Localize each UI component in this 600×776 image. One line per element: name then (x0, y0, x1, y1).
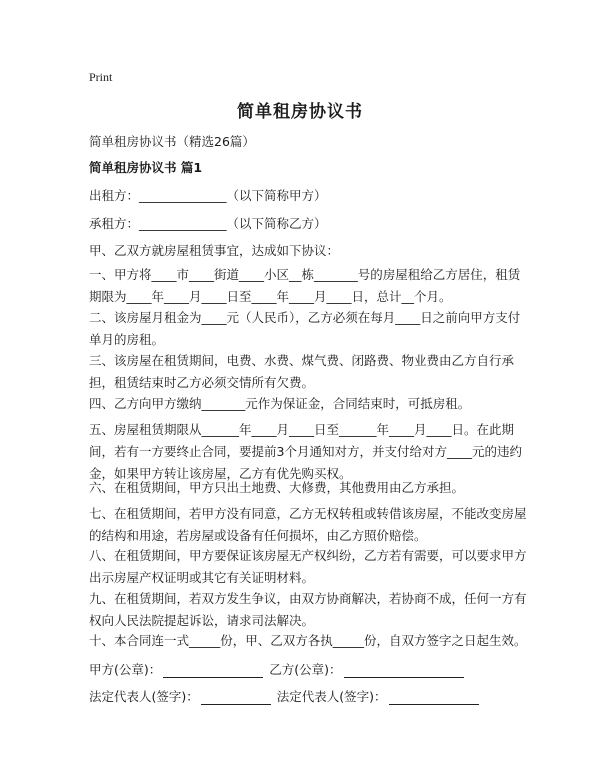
rep-a-blank (201, 690, 271, 705)
party-a-seal-label: 甲方(公章)： (89, 662, 162, 677)
clause-5: 五、房屋租赁期限从______年____月____日至______年____月____日。在此期间，若有一方要终止合同，要提前3个月通知对方，并支付给对方____元的违约金，如果甲方转让该房屋，乙方有优先购买权。 (89, 422, 522, 481)
lessor-line: 出租方：______________（以下简称甲方） (89, 188, 327, 203)
lessee-line: 承租方：______________（以下简称乙方） (89, 216, 327, 231)
seal-line (89, 660, 466, 678)
rep-line (89, 687, 481, 705)
clause-10: 十、本合同连一式_____份，甲、乙双方各执_____份，自双方签字之日起生效。 (89, 633, 527, 648)
subtitle: 简单租房协议书（精选26篇） (89, 134, 255, 149)
rep-b-label: 法定代表人(签字)： (276, 689, 387, 704)
clause-3: 三、该房屋在租赁期间，电费、水费、煤气费、闭路费、物业费由乙方自行承担，租赁结束时乙方必须交情所有欠费。 (89, 353, 515, 390)
print-link[interactable]: Print (89, 70, 113, 84)
party-a-seal-blank (163, 663, 263, 678)
section-heading: 简单租房协议书 篇1 (89, 160, 203, 175)
rep-b-blank (389, 690, 479, 705)
document-title: 简单租房协议书 (237, 102, 363, 122)
intro-paragraph: 甲、乙双方就房屋租赁事宜，达成如下协议： (89, 243, 340, 258)
clause-2: 二、该房屋月租金为____元（人民币），乙方必须在每月____日之前向甲方支付单月的房租。 (89, 310, 521, 347)
clause-9: 九、在租赁期间，若双方发生争议，由双方协商解决，若协商不成，任何一方有权向人民法院提起诉讼，请求司法解决。 (89, 591, 527, 628)
clause-8: 八、在租赁期间，甲方要保证该房屋无产权纠纷，乙方若有需要，可以要求甲方出示房屋产权证明或其它有关证明材料。 (89, 548, 527, 585)
party-b-seal-label: 乙方(公章)： (269, 662, 342, 677)
clause-7: 七、在租赁期间，若甲方没有同意，乙方无权转租或转借该房屋，不能改变房屋的结构和用途，若房屋或设备有任何损坏，由乙方照价赔偿。 (89, 506, 527, 543)
clause-1: 一、甲方将____市____街道____小区__栋_______号的房屋租给乙方居住，租赁期限为____年____月____日至____年____月____日，总计__个月。 (89, 267, 521, 304)
clause-6: 六、在租赁期间，甲方只出土地费、大修费，其他费用由乙方承担。 (89, 480, 465, 495)
party-b-seal-blank (344, 663, 464, 678)
clause-4: 四、乙方向甲方缴纳_______元作为保证金，合同结束时，可抵房租。 (89, 396, 471, 411)
rep-a-label: 法定代表人(签字)： (89, 689, 199, 704)
